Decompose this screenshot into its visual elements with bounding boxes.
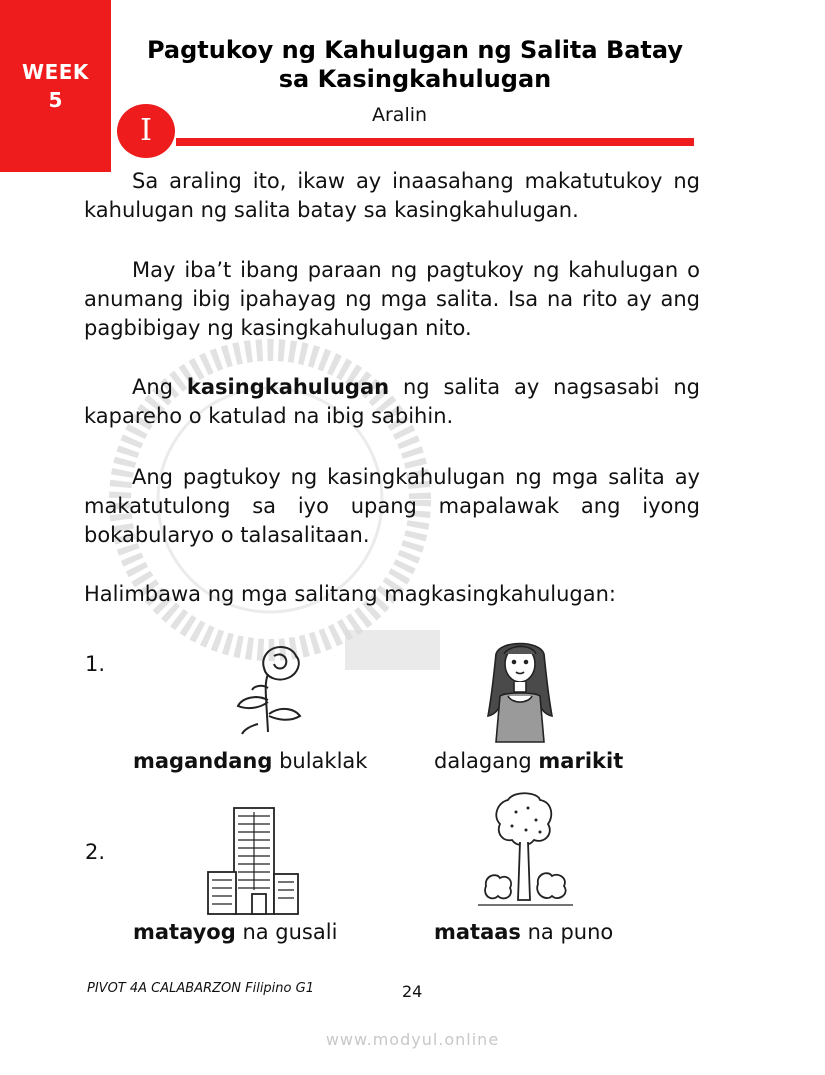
caption-rest: na puno [520,920,614,944]
caption-keyword: mataas [434,920,521,944]
example-2-right-caption [434,920,613,944]
caption-keyword: matayog [133,920,236,944]
caption-rest: bulaklak [272,749,368,773]
example-number: 2. [85,840,106,864]
definition-post: ng salita ay nagsasabi ng kapareho o katulad na ibig sabihin. [84,375,700,428]
examples-heading: Halimbawa ng mga salitang magkasingkahulugan: [84,582,616,606]
caption-keyword: magandang [133,749,273,773]
example-2-left-caption [133,920,337,944]
paragraph-methods-text: May iba’t ibang paraan ng pagtukoy ng kahulugan o anumang ibig ipahayag ng mga salita. Isa na rito ay ang pagbibigay ng kasingkahulugan nito. [84,258,700,340]
week-number: 5 [48,88,63,112]
section-badge: I [117,104,175,158]
rose-icon [228,644,328,740]
page-number: 24 [402,982,423,1001]
section-rule [176,138,694,146]
paragraph-benefit [84,463,700,550]
caption-keyword: marikit [538,749,624,773]
definition-pre: Ang [132,375,187,399]
girl-icon [482,634,558,744]
section-label: Aralin [372,104,428,126]
footer-source: PIVOT 4A CALABARZON Filipino G1 [87,981,314,996]
example-1-right-caption [434,749,623,773]
tree-icon [478,790,573,917]
caption-rest: na gusali [235,920,338,944]
building-icon [200,804,305,917]
caption-rest: dalagang [434,749,539,773]
paragraph-objective [84,167,700,225]
paragraph-benefit-text: Ang pagtukoy ng kasingkahulugan ng mga salita ay makatutulong sa iyo upang mapalawak ang iyong bokabularyo o talasalitaan. [84,465,700,547]
week-tab [0,0,111,172]
example-number: 1. [85,652,106,676]
week-label: WEEK [22,60,89,84]
paragraph-methods [84,256,700,343]
definition-term: kasingkahulugan [186,375,390,399]
page-title: Pagtukoy ng Kahulugan ng Salita Batay sa Kasingkahulugan [146,36,684,93]
paragraph-objective-text: Sa araling ito, ikaw ay inaasahang makatutukoy ng kahulugan ng salita batay sa kasingkahulugan. [84,169,700,222]
site-watermark: www.modyul.online [325,1030,500,1049]
paragraph-definition [84,373,700,431]
example-1-left-caption [133,749,367,773]
